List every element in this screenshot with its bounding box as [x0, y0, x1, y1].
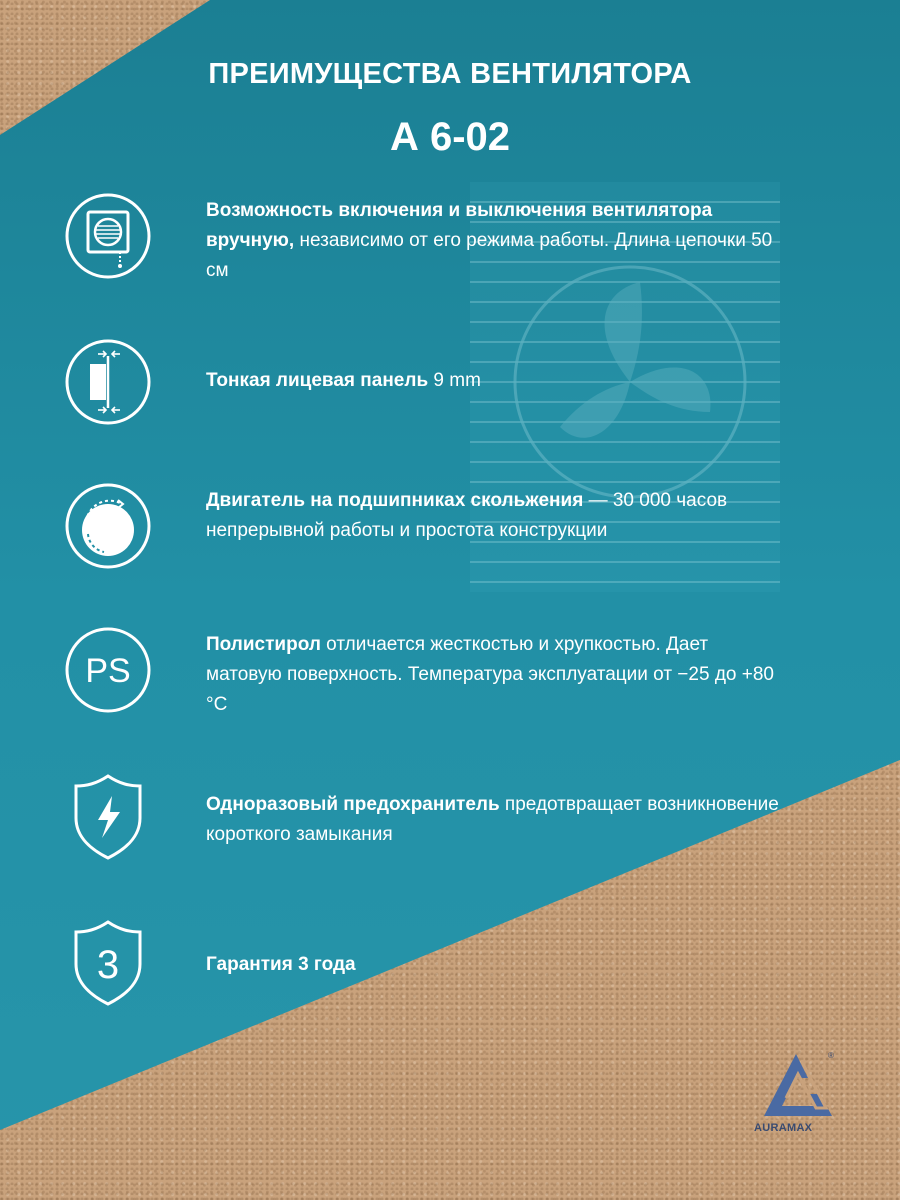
feature-normal-text: — 30 000 часов непрерывной работы и простота конструкции	[206, 490, 728, 541]
feature-normal-text: отличается жесткостью и хрупкостью. Дает матовую поверхность. Температура эксплуатации от −25 до +80 °С	[206, 634, 774, 715]
feature-normal-text: 9 mm	[428, 370, 481, 391]
feature-normal-text: предотвращает возникновение короткого замыкания	[206, 794, 779, 845]
model-name: А 6-02	[389, 115, 511, 159]
ps-material-icon	[64, 626, 152, 714]
fan-pull-cord-icon	[64, 192, 152, 280]
feature-bold-text: Тонкая лицевая панель	[206, 370, 429, 391]
feature-text	[206, 486, 786, 546]
warranty-icon-label: 3	[96, 943, 120, 987]
page-title: ПРЕИМУЩЕСТВА ВЕНТИЛЯТОРА	[208, 58, 692, 90]
feature-bold-text: Возможность включения и выключения вентилятора вручную,	[206, 200, 713, 251]
feature-normal-text: независимо от его режима работы. Длина цепочки 50 см	[206, 230, 773, 281]
feature-text	[206, 950, 786, 980]
feature-text	[206, 196, 786, 286]
ps-icon-label: PS	[85, 652, 131, 690]
auramax-logo	[756, 1048, 842, 1120]
feature-bold-text: Двигатель на подшипниках скольжения	[206, 490, 584, 511]
brand-name: AURAMAX	[754, 1122, 813, 1134]
feature-text	[206, 630, 786, 720]
feature-text	[206, 366, 786, 396]
feature-text	[206, 790, 786, 850]
registered-mark: ®	[828, 1051, 834, 1060]
feature-bold-text: Одноразовый предохранитель	[206, 794, 500, 815]
shield-lightning-icon	[64, 772, 152, 860]
thin-panel-icon	[64, 338, 152, 426]
bearing-motor-icon	[64, 482, 152, 570]
feature-bold-text: Полистирол	[206, 634, 321, 655]
shield-warranty-icon	[64, 918, 152, 1006]
feature-bold-text: Гарантия 3 года	[206, 954, 356, 975]
